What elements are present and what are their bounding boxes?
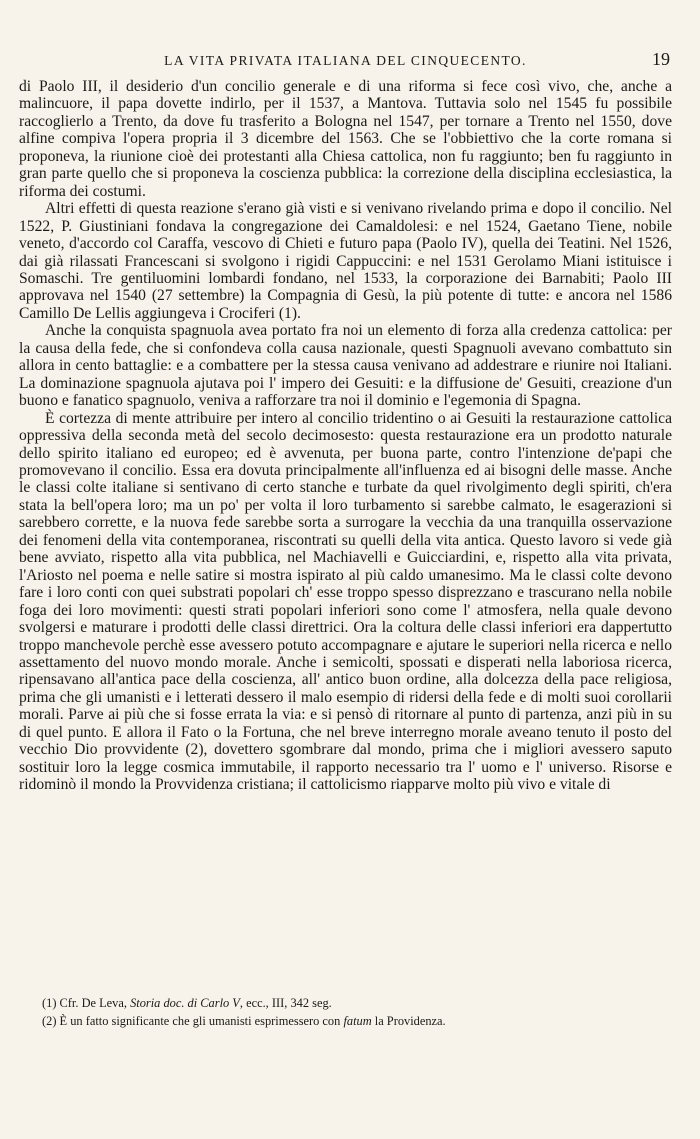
running-head (21, 49, 670, 71)
running-title: LA VITA PRIVATA ITALIANA DEL CINQUECENTO. (164, 53, 527, 68)
footnote-1-prefix: (1) Cfr. De Leva, (42, 996, 131, 1010)
footnote-1-suffix: , ecc., III, 342 seg. (239, 996, 332, 1010)
paragraph-2: Altri effetti di questa reazione s'erano già visti e si venivano rivelando prima e dopo il concilio. Nel 1522, P. Giustiniani fondava la congregazione dei Camaldolesi: e nel 1524, Gaetano Tiene, nobile veneto, d'accordo col Caraffa, vescovo di Chieti e futuro papa (Paolo IV), quella dei Teatini. Nel 1526, dai già rilassati Francescani si svolgono i rigidi Cappuccini: e nel 1531 Gerolamo Miani istituisce i Somaschi. Tre gentiluomini lombardi fondano, nel 1533, la corporazione dei Barnabiti; Paolo III approvava nel 1540 (27 settembre) la Compagnia di Gesù, la più potente di tutte: e ancora nel 1586 Camillo De Lellis aggiungeva i Crociferi (1). (19, 200, 672, 322)
footnote-2-term: fatum (343, 1014, 372, 1028)
footnotes (42, 994, 670, 1030)
page-number: 19 (652, 49, 670, 69)
paragraph-3: Anche la conquista spagnuola avea portato fra noi un elemento di forza alla credenza cattolica: per la causa della fede, che si confondeva colla causa nazionale, questi Spagnuoli avevano combattuto sin allora in cento battaglie: e a combattere per la stessa causa venivano ad addestrare e riunire noi Italiani. La dominazione spagnuola ajutava poi l' impero dei Gesuiti: e la diffusione de' Gesuiti, creazione d'un buono e fanatico spagnuolo, veniva a rafforzare tra noi il dominio e l'egemonia di Spagna. (19, 322, 672, 410)
footnote-2 (42, 1012, 670, 1030)
paragraph-1: di Paolo III, il desiderio d'un concilio generale e di una riforma si fece così vivo, che, anche a malincuore, il papa dovette indirlo, per il 1537, a Mantova. Tuttavia solo nel 1545 fu possibile raccoglierlo a Trento, da dove fu trasferito a Bologna nel 1547, per tornare a Trento nel 1550, dove alfine compiva l'opera propria il 3 dicembre del 1563. Che se l'obbiettivo che la corte romana si proponeva, la riunione cioè dei protestanti alla Chiesa cattolica, non fu raggiunto; ben fu raggiunto in gran parte quello che si proponeva la coscienza pubblica: la correzione della disciplina ecclesiastica, la riforma dei costumi. (19, 78, 672, 200)
footnote-2-suffix: la Providenza. (371, 1014, 446, 1028)
paragraph-4: È cortezza di mente attribuire per intero al concilio tridentino o ai Gesuiti la restaurazione cattolica oppressiva della seconda metà del secolo decimosesto: questa restaurazione era un prodotto naturale dello spirito italiano ed europeo; ed è avvenuta, per buona parte, contro l'intenzione de'papi che promovevano il concilio. Essa era dovuta principalmente all'influenza ed ai bisogni delle masse. Anche le classi colte italiane si sentivano di certo stanche e turbate da quel rivolgimento degli spiriti, ch'era stata la bell'opera loro; ma un po' per volta il loro turbamento si sarebbe calmato, le esagerazioni si sarebbero corrette, e la nuova fede sarebbe sorta a surrogare la vecchia da una tranquilla osservazione dei fenomeni della vita contemporanea, riscontrati su quelli della vita antica. Questo lavoro si vede già bene avviato, rispetto alla vita pubblica, nel Machiavelli e Guicciardini, e, rispetto alla vita privata, l'Ariosto nel poema e nelle satire si mostra ispirato al più caldo umanesimo. Ma le classi colte devono fare i loro conti con quei substrati popolari ch' esse troppo spesso disprezzano e trascurano nella nobile foga dei loro movimenti: questi strati popolari inferiori sono come l' atmosfera, nella quale devono svolgersi e maturare i prodotti delle classi direttrici. Ora la coltura delle classi inferiori era dappertutto troppo manchevole perchè esse avessero potuto accompagnare e ajutare le superiori nella ricerca e nello assettamento del nuovo mondo morale. Anche i semicolti, spossati e disperati nella laboriosa ricerca, ripensavano all'antica pace della coscienza, all' antico buon ordine, alla dolcezza della pace religiosa, prima che gli umanisti e i letterati dessero il malo esempio di ridersi della fede e di molti suoi corollarii morali. Parve ai più che si fosse errata la via: e si pensò di ritornare al punto di partenza, anzi più in su di quel punto. E allora il Fato o la Fortuna, che nel breve interregno morale aveano tenuto il posto del vecchio Dio provvidente (2), dovettero sgombrare dal mondo, prima che i migliori avessero saputo sostituir loro la legge cosmica immutabile, il rapporto necessario tra l' uomo e l' universo. Risorse e ridominò il mondo la Provvidenza cristiana; il cattolicismo riapparve molto più vivo e vitale di (19, 409, 672, 794)
footnote-1 (42, 994, 670, 1012)
body-text (19, 78, 672, 794)
footnote-2-prefix: (2) È un fatto significante che gli umanisti esprimessero con (42, 1014, 344, 1028)
footnote-1-title: Storia doc. di Carlo V (130, 996, 240, 1010)
